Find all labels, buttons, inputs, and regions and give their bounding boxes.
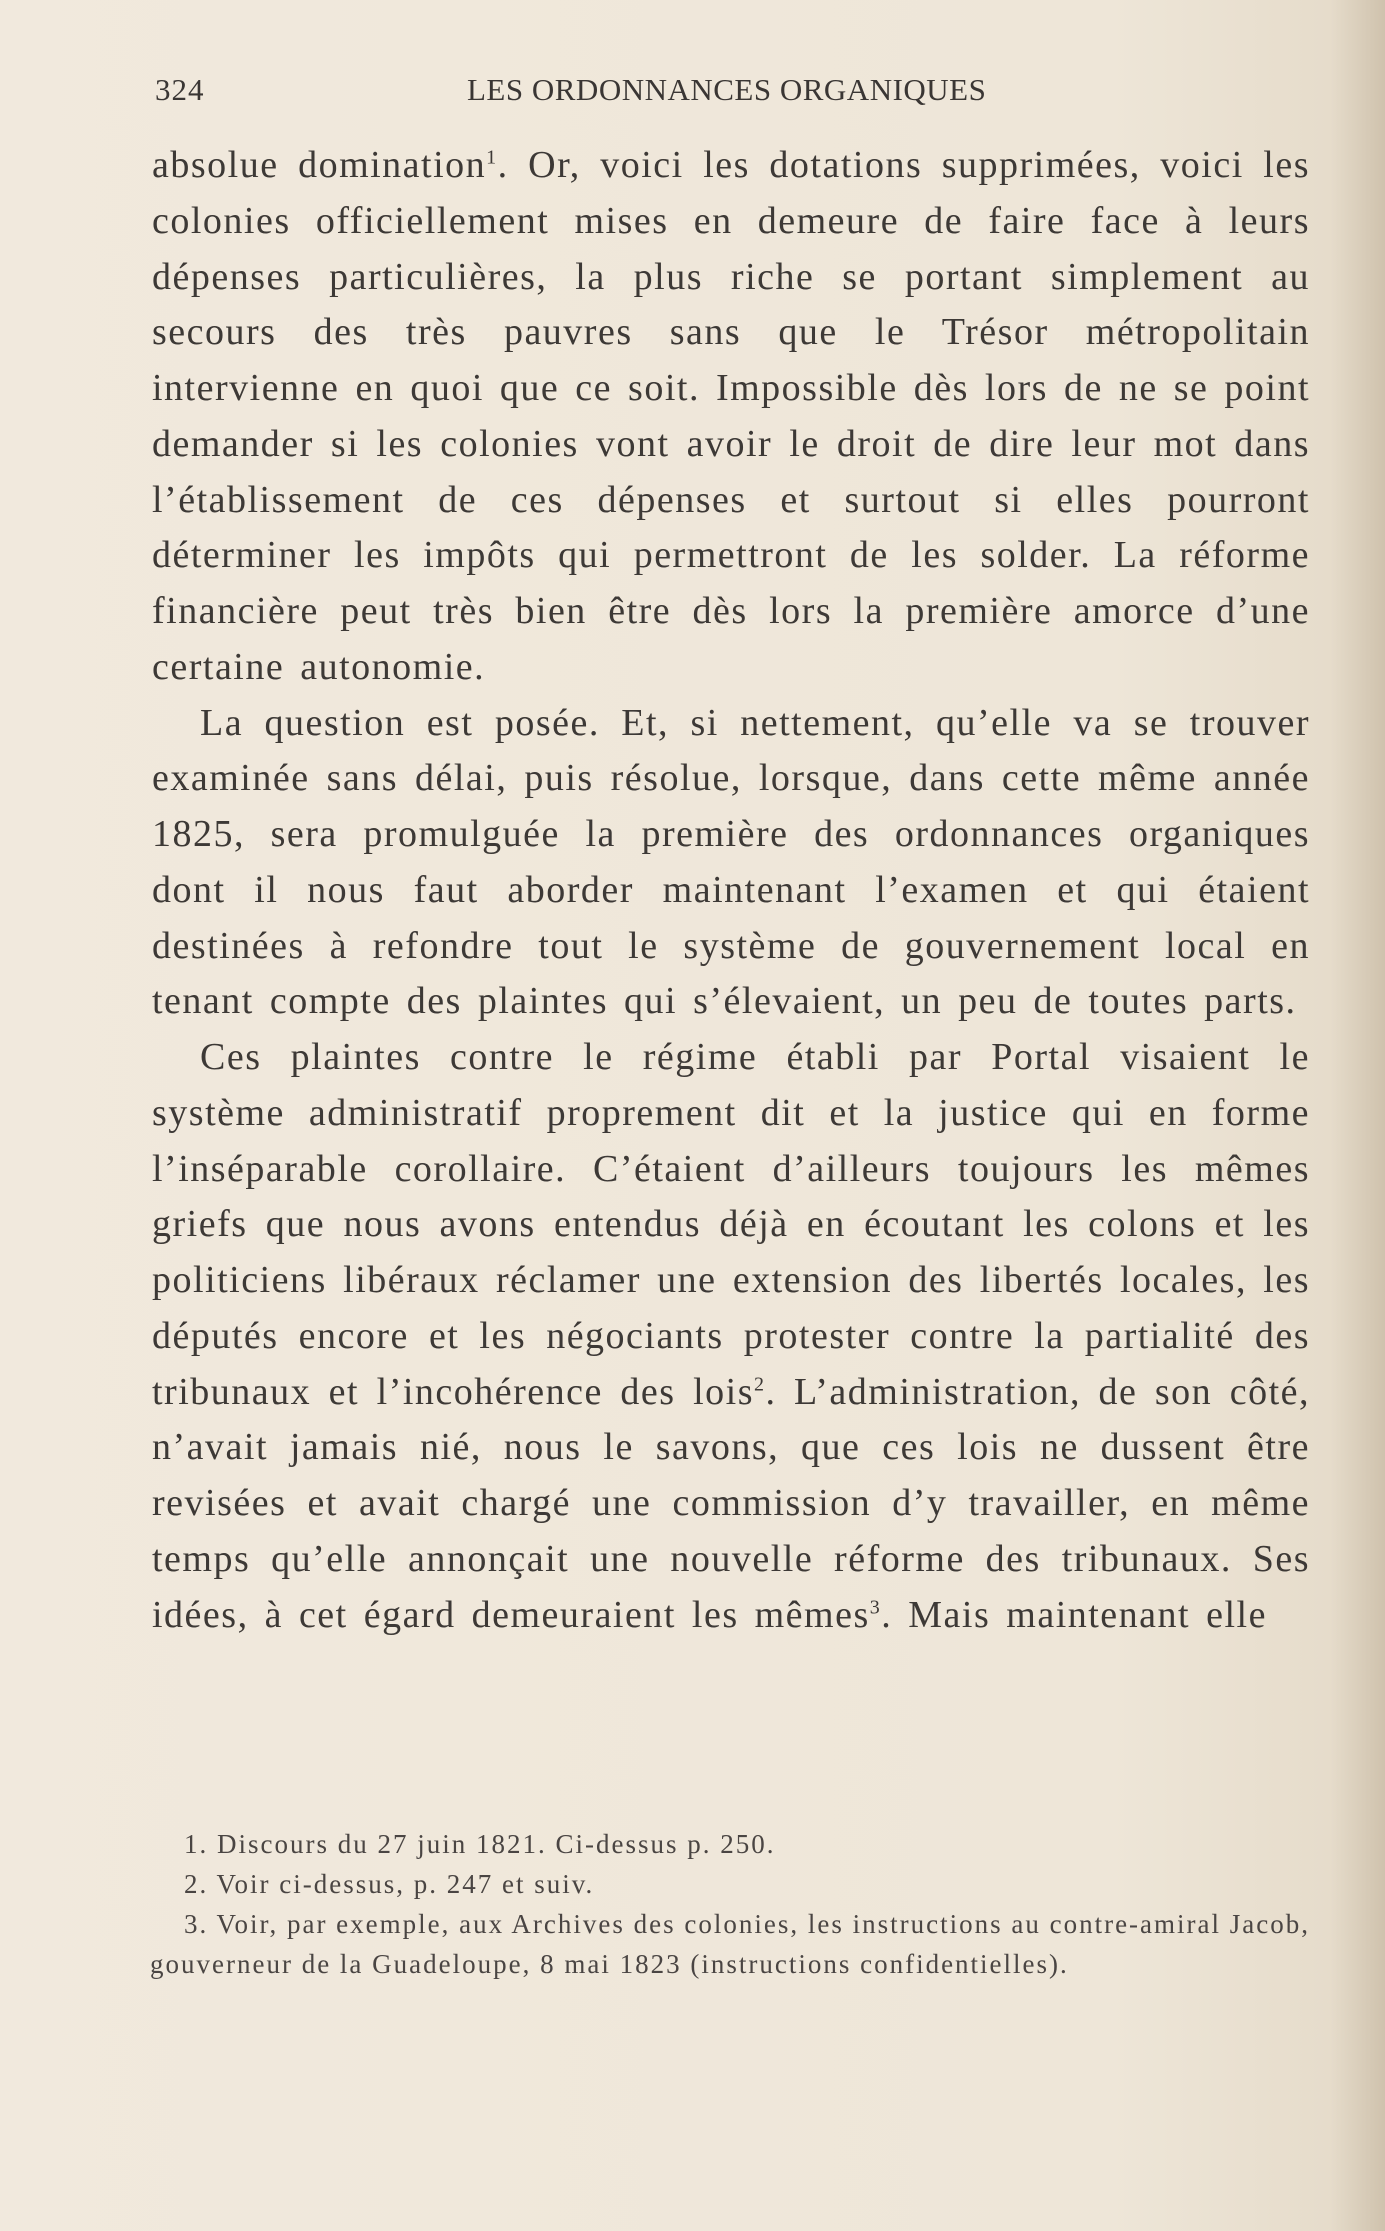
- footnotes: [150, 1824, 1310, 1984]
- footnote-ref-2: 2: [754, 1372, 766, 1395]
- paragraph-1-text-b: . Or, voici les dotations supprimées, voici les colonies officiellement mises en demeure de faire face à leurs dépenses particulières, la plus riche se portant simplement au secours des très pauvres sans que le Trésor métropolitain intervienne en quoi que ce soit. Impossible dès lors de ne se point demander si les colonies vont avoir le droit de dire leur mot dans l’établissement de ces dépenses et surtout si elles pourront déterminer les impôts qui permettront de les solder. La réforme financière peut très bien être dès lors la première amorce d’une certaine autonomie.: [152, 144, 1310, 688]
- paragraph-1-text-a: absolue domination: [152, 144, 487, 186]
- footnote-ref-3: 3: [869, 1595, 882, 1618]
- footnote-2: 2. Voir ci-dessus, p. 247 et suiv.: [184, 1869, 595, 1899]
- paragraph-3-text-c: . Mais maintenant elle: [881, 1593, 1267, 1636]
- page-header: [155, 72, 1315, 122]
- paragraph-2: La question est posée. Et, si nettement, qu’elle va se trouver examinée sans délai, puis résolue, lorsque, dans cette même année 1825, sera promulguée la première des ordonnances organiques dont il nous faut aborder maintenant l’examen et qui étaient destinées à refondre tout le système de gouvernement local en tenant compte des plaintes qui s’élevaient, un peu de toutes parts.: [152, 701, 1310, 1023]
- paragraph-3: [152, 1030, 1310, 1643]
- footnote-ref-1: 1: [486, 146, 498, 169]
- running-title: LES ORDONNANCES ORGANIQUES: [467, 72, 987, 107]
- page-number: 324: [155, 72, 205, 107]
- paragraph-1: [152, 138, 1310, 696]
- paragraph-3-text-b: . L’administration, de son côté, n’avait jamais nié, nous le savons, que ces lois ne dussent être revisées et avait chargé une commission d’y travailler, en même temps qu’elle annonçait une nouvelle réforme des tribunaux. Ses idées, à cet égard demeuraient les mêmes: [152, 1370, 1310, 1636]
- footnote-1: 1. Discours du 27 juin 1821. Ci-dessus p. 250.: [184, 1829, 776, 1859]
- paragraph-3-text-a: Ces plaintes contre le régime établi par Portal visaient le système administratif proprement dit et la justice qui en forme l’inséparable corollaire. C’étaient d’ailleurs toujours les mêmes griefs que nous avons entendus déjà en écoutant les colons et les politiciens libéraux réclamer une extension des libertés locales, les députés encore et les négociants protester contre la partialité des tribunaux et l’incohérence des lois: [152, 1036, 1310, 1413]
- main-text: [152, 138, 1310, 1643]
- footnote-3: 3. Voir, par exemple, aux Archives des colonies, les instructions au contre-amiral Jacob, gouverneur de la Guadeloupe, 8 mai 1823 (instructions confidentielles).: [150, 1909, 1310, 1979]
